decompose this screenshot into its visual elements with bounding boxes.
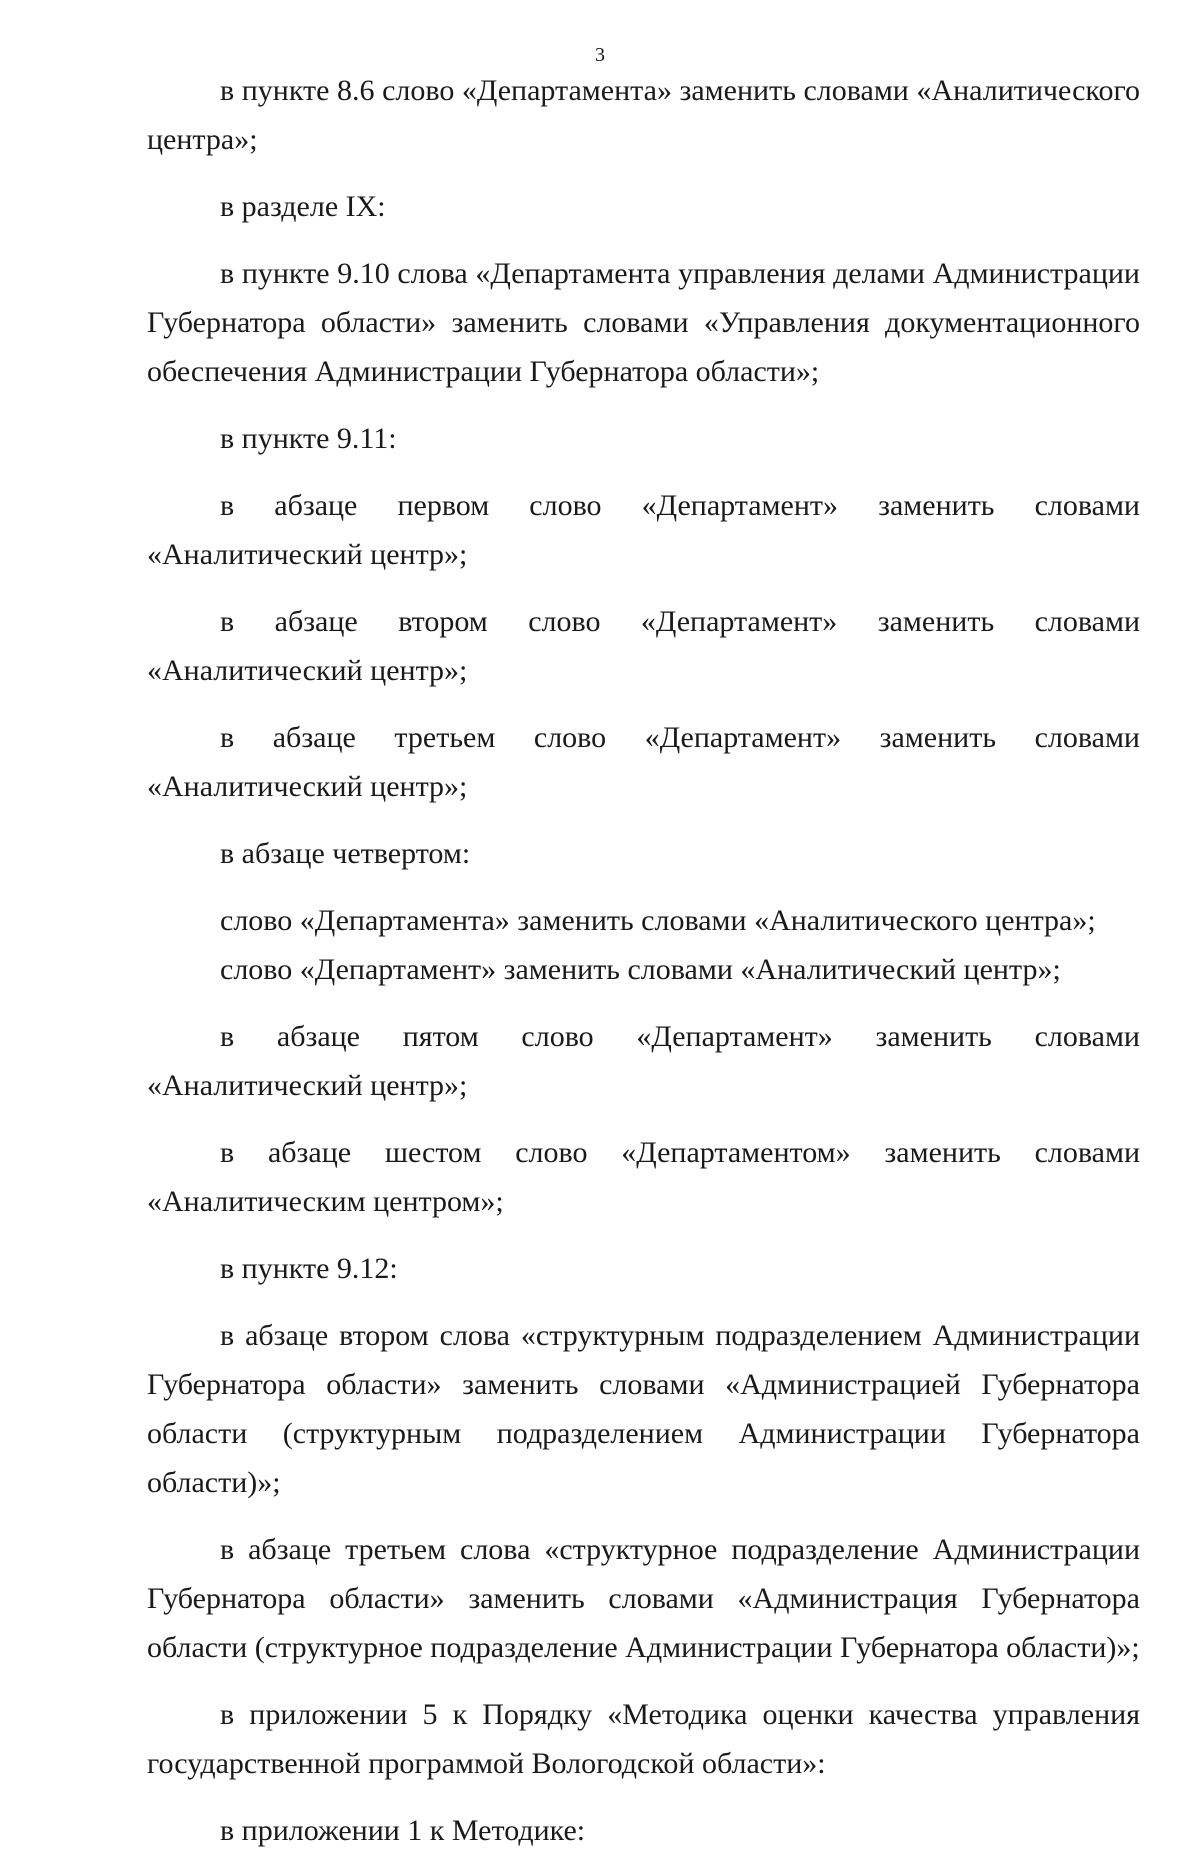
paragraph-16: в приложении 5 к Порядку «Методика оценки качества управления государственной программой Вологодской области»: [147,1698,1140,1780]
paragraph-9: слово «Департамента» заменить словами «Аналитического центра»; [220,904,1096,937]
paragraph-15: в абзаце третьем слова «структурное подразделение Администрации Губернатора области» заменить словами «Администрация Губернатора области (структурное подразделение Администрации Губернатора области)»; [147,1533,1140,1664]
paragraph-12: в абзаце шестом слово «Департаментом» заменить словами «Аналитическим центром»; [147,1136,1140,1218]
paragraph-14: в абзаце втором слова «структурным подразделением Администрации Губернатора области» заменить словами «Администрацией Губернатора области (структурным подразделением Администрации Губернатора области)»; [147,1319,1140,1499]
paragraph-8: в абзаце четвертом: [220,837,471,870]
paragraph-3: в пункте 9.10 слова «Департамента управления делами Администрации Губернатора области» заменить словами «Управления документационного обеспечения Администрации Губернатора области»; [147,257,1140,388]
page-number: 3 [595,44,605,66]
paragraph-4: в пункте 9.11: [220,422,397,455]
paragraph-11: в абзаце пятом слово «Департамент» заменить словами «Аналитический центр»; [147,1020,1140,1102]
paragraph-5: в абзаце первом слово «Департамент» заменить словами «Аналитический центр»; [147,489,1140,571]
paragraph-13: в пункте 9.12: [220,1252,398,1285]
document-body [147,66,1140,1855]
paragraph-10: слово «Департамент» заменить словами «Аналитический центр»; [220,953,1061,986]
paragraph-2: в разделе IX: [220,190,386,223]
paragraph-6: в абзаце втором слово «Департамент» заменить словами «Аналитический центр»; [147,605,1140,687]
paragraph-1: в пункте 8.6 слово «Департамента» заменить словами «Аналитического центра»; [147,74,1140,156]
paragraph-7: в абзаце третьем слово «Департамент» заменить словами «Аналитический центр»; [147,721,1140,803]
paragraph-17: в приложении 1 к Методике: [220,1814,586,1847]
